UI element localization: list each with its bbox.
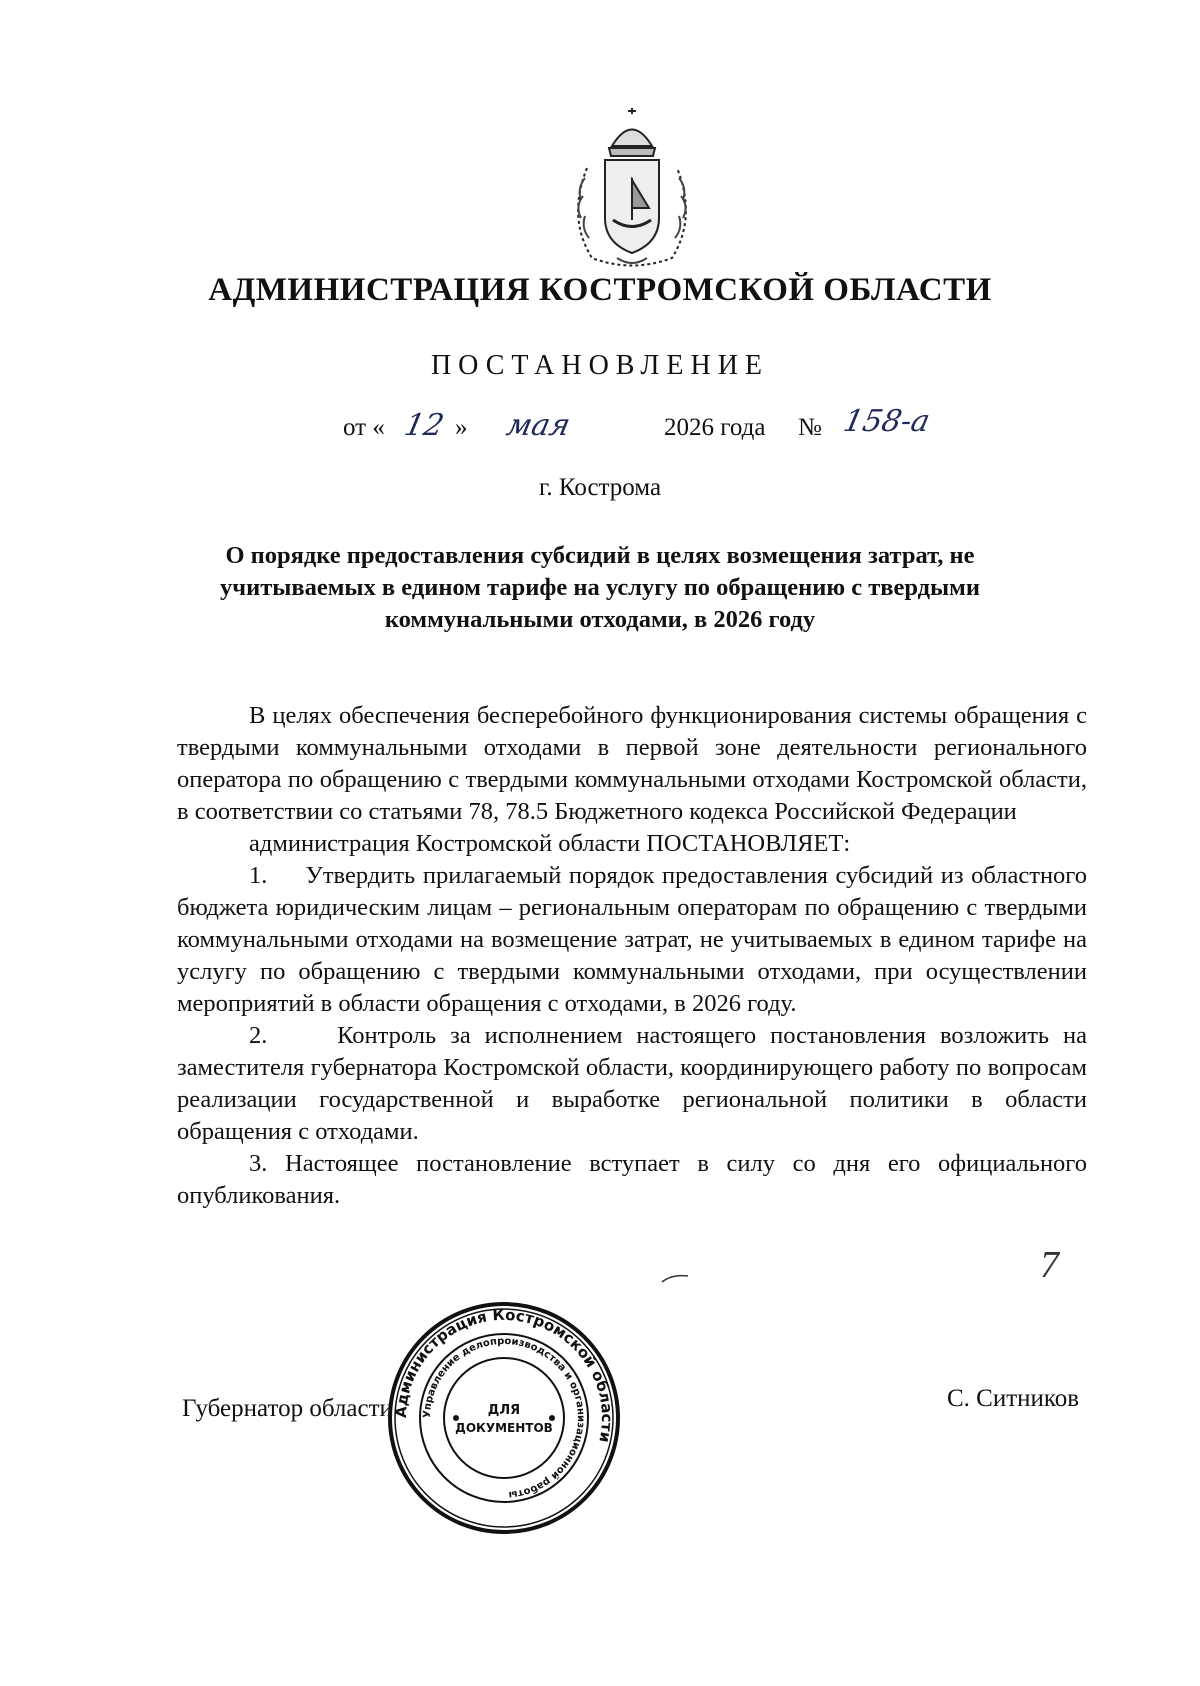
coat-of-arms-icon bbox=[557, 108, 707, 273]
stamp-inner-text: Управление делопроизводства и организационной работы bbox=[421, 1335, 587, 1500]
signatory-position: Губернатор области bbox=[182, 1395, 393, 1422]
preamble-paragraph: В целях обеспечения бесперебойного функционирования системы обращения с твердыми коммунальными отходами в первой зоне деятельности регионального оператора по обращению с твердыми коммунальными отходами Костромской области, в соответствии со статьями 78, 78.5 Бюджетного кодекса Российской Федерации bbox=[177, 702, 1087, 825]
date-line bbox=[0, 404, 1200, 458]
handwritten-margin-mark: 7 bbox=[1040, 1244, 1059, 1286]
list-item bbox=[177, 860, 1087, 1020]
list-item bbox=[177, 1020, 1087, 1148]
date-close-quote: » bbox=[455, 414, 468, 441]
handwritten-tick-mark bbox=[660, 1272, 690, 1284]
item-number: 2. bbox=[249, 1022, 268, 1049]
stamp-outer-text: Администрация Костромской области bbox=[391, 1305, 617, 1445]
official-stamp-icon bbox=[384, 1298, 624, 1538]
organization-title: АДМИНИСТРАЦИЯ КОСТРОМСКОЙ ОБЛАСТИ bbox=[208, 272, 992, 308]
handwritten-day: 12 bbox=[401, 408, 447, 443]
document-subject: О порядке предоставления субсидий в целях возмещения затрат, не учитываемых в едином тарифе на услугу по обращению с твердыми коммунальными отходами, в 2026 году bbox=[220, 542, 980, 633]
number-sign: № bbox=[798, 414, 822, 441]
item-number: 3. bbox=[249, 1150, 268, 1177]
stamp-center-line1: ДЛЯ bbox=[487, 1403, 521, 1418]
stamp-center-line2: ДОКУМЕНТОВ bbox=[455, 1421, 553, 1435]
city: г. Кострома bbox=[538, 474, 662, 501]
item-text: Настоящее постановление вступает в силу со дня его официального опубликования. bbox=[177, 1150, 1087, 1209]
resolves-paragraph: администрация Костромской области ПОСТАНОВЛЯЕТ: bbox=[249, 830, 851, 857]
item-text: Утвердить прилагаемый порядок предоставления субсидий из областного бюджета юридическим лицам – региональным операторам по обращению с твердыми коммунальными отходами на возмещение затрат, не учитываемых в едином тарифе на услугу по обращению с твердыми коммунальными отходами, при осуществлении мероприятий в области обращения с отходами, в 2026 году. bbox=[177, 862, 1087, 1017]
document-body bbox=[177, 700, 1087, 1212]
signatory-name: С. Ситников bbox=[947, 1385, 1080, 1412]
list-item bbox=[177, 1148, 1087, 1212]
document-type: ПОСТАНОВЛЕНИЕ bbox=[430, 350, 770, 381]
handwritten-number: 158-а bbox=[840, 404, 934, 439]
date-prefix: от « bbox=[343, 414, 385, 441]
handwritten-month: мая bbox=[503, 408, 574, 443]
date-year: 2026 года bbox=[664, 414, 766, 441]
item-number: 1. bbox=[249, 862, 268, 889]
item-text: Контроль за исполнением настоящего постановления возложить на заместителя губернатора Костромской области, координирующего работу по вопросам реализации государственной и выработке региональной политики в области обращения с отходами. bbox=[177, 1022, 1088, 1145]
